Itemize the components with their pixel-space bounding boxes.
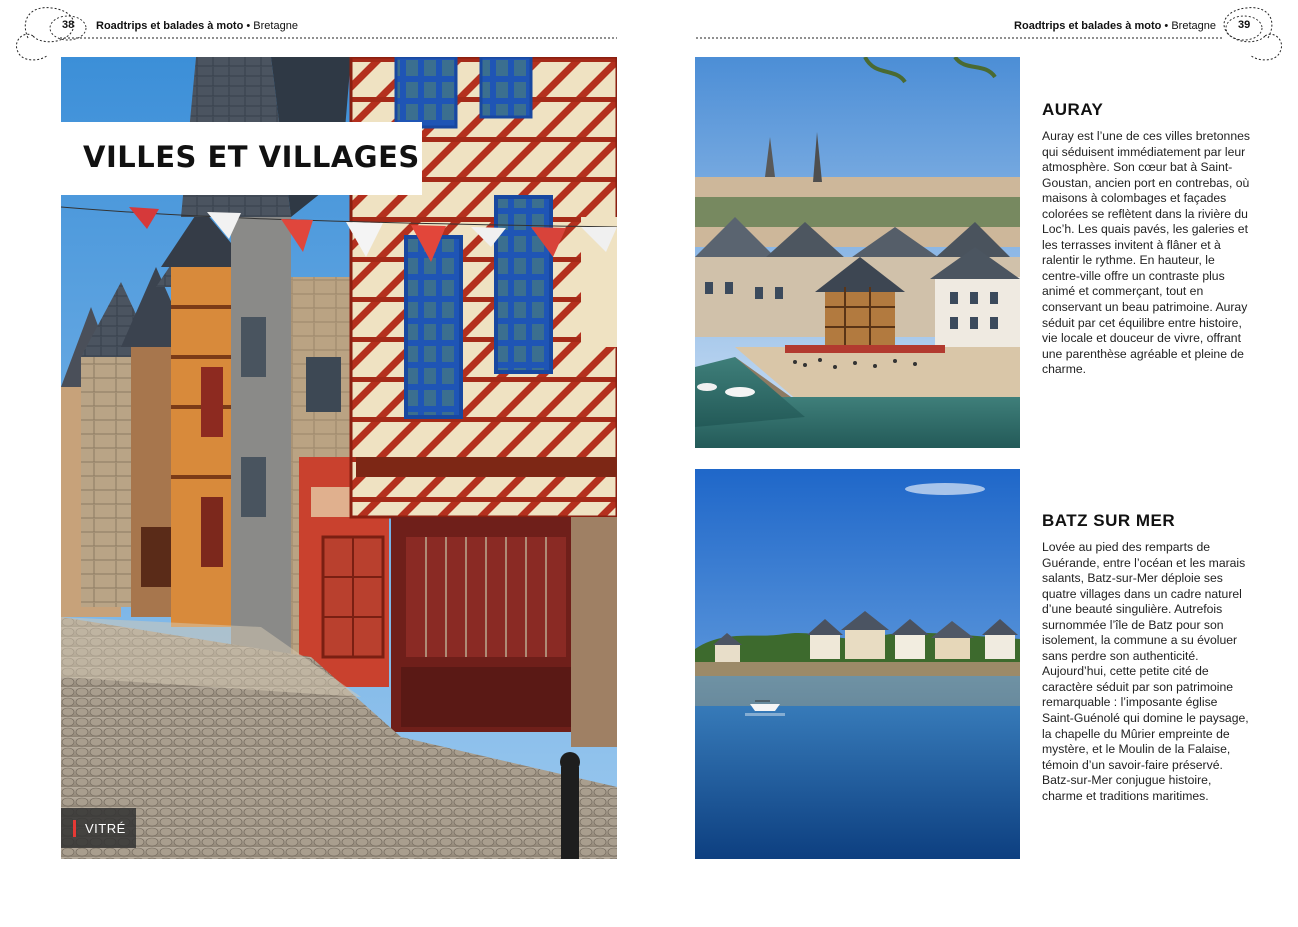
caption-accent-bar bbox=[73, 820, 76, 837]
region-name: Bretagne bbox=[1171, 20, 1216, 32]
header-separator: • bbox=[1164, 20, 1169, 32]
batz-sur-mer-photo bbox=[695, 469, 1020, 859]
section-body-batz-sur-mer: Lovée au pied des remparts de Guérande, entre l’océan et les marais salants, Batz-sur-Mer déploie ses quatre villages dans un cadre naturel d’une beauté singulière. Autrefois surnommée l’île de Batz pour son isolement, la commune a su évoluer sans perdre son authenticité. Aujourd’hui, cette petite cité de caractère séduit par son patrimoine remarquable : l’imposante église Saint-Guénolé qui domine le paysage, la chapelle du Mûrier empreinte de mystère, et le Moulin de la Falaise, témoin d’un savoir-faire préservé. Batz-sur-Mer conjugue histoire, charme et traditions maritimes. bbox=[1042, 540, 1249, 803]
page-title: VILLES ET VILLAGES bbox=[83, 140, 420, 174]
section-auray bbox=[1042, 100, 1252, 378]
section-heading-auray: AURAY bbox=[1042, 100, 1104, 119]
section-batz-sur-mer bbox=[1042, 511, 1252, 804]
right-page-number: 39 bbox=[1238, 19, 1251, 31]
right-running-header bbox=[1014, 20, 1216, 32]
left-page-number: 38 bbox=[62, 19, 75, 31]
auray-photo bbox=[695, 57, 1020, 448]
region-name: Bretagne bbox=[253, 20, 298, 32]
guide-title: Roadtrips et balades à moto bbox=[1014, 20, 1162, 32]
guide-title: Roadtrips et balades à moto bbox=[96, 20, 244, 32]
photo-caption-label bbox=[61, 808, 136, 848]
section-title-box bbox=[61, 122, 422, 195]
header-separator: • bbox=[246, 20, 251, 32]
section-heading-batz-sur-mer: BATZ SUR MER bbox=[1042, 511, 1176, 530]
left-running-header bbox=[96, 20, 298, 32]
section-body-auray: Auray est l’une de ces villes bretonnes qui séduisent immédiatement par leur atmosphère. Son cœur bat à Saint-Goustan, ancien port en contrebas, où maisons à colombages et façades colorées se reflètent dans la rivière du Loc’h. Les quais pavés, les galeries et les terrasses invitent à flâner et à ralentir le rythme. En hauteur, le centre-ville offre un contraste plus animé et commerçant, tout en conservant un beau patrimoine. Auray séduit par cet équilibre entre histoire, vie locale et douceur de vivre, offrant une parenthèse agréable et pleine de charme. bbox=[1042, 129, 1250, 377]
photo-caption-text: VITRÉ bbox=[85, 821, 126, 836]
